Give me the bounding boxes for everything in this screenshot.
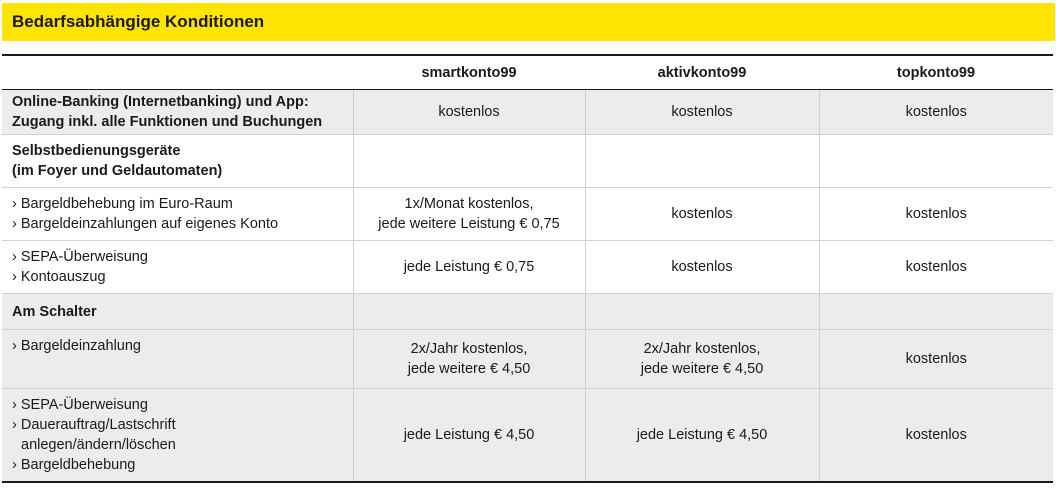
conditions-table <box>2 54 1053 483</box>
conditions-panel <box>2 3 1055 483</box>
row-label-line: › SEPA-Überweisung <box>12 249 148 265</box>
cell-topkonto99 <box>819 330 1053 389</box>
row-label-line: › Bargeldbehebung <box>12 457 136 473</box>
row-label-line: › Bargeldeinzahlung <box>12 338 141 354</box>
cell-aktivkonto99 <box>585 90 819 135</box>
column-header-smartkonto99: smartkonto99 <box>353 55 585 90</box>
cell-aktivkonto99 <box>585 188 819 241</box>
cell-topkonto99 <box>819 135 1053 188</box>
cell-text: jede weitere € 4,50 <box>640 361 764 377</box>
cell-text: jede weitere Leistung € 0,75 <box>378 216 560 232</box>
cell-text: kostenlos <box>905 351 967 367</box>
row-label-line: anlegen/ändern/löschen <box>21 437 176 453</box>
cell-topkonto99 <box>819 294 1053 330</box>
cell-smartkonto99 <box>353 90 585 135</box>
column-header-topkonto99: topkonto99 <box>819 55 1053 90</box>
table-row-self-service <box>2 135 1053 188</box>
cell-text: 1x/Monat kostenlos, <box>404 196 534 212</box>
row-label-line: › SEPA-Überweisung <box>12 397 148 413</box>
cell-text: jede weitere € 4,50 <box>407 361 531 377</box>
cell-text: 2x/Jahr kostenlos, <box>410 341 528 357</box>
cell-text: jede Leistung € 4,50 <box>636 427 768 443</box>
cell-smartkonto99 <box>353 294 585 330</box>
row-label <box>2 90 353 135</box>
row-label-line: Online-Banking (Internetbanking) und App: <box>12 94 309 110</box>
table-row-cash-deposit <box>2 330 1053 389</box>
cell-text: jede Leistung € 0,75 <box>403 259 535 275</box>
column-header-aktivkonto99: aktivkonto99 <box>585 55 819 90</box>
table-row-sepa-statement <box>2 241 1053 294</box>
cell-text: kostenlos <box>905 427 967 443</box>
row-label <box>2 241 353 294</box>
cell-text: 2x/Jahr kostenlos, <box>643 341 761 357</box>
cell-aktivkonto99 <box>585 241 819 294</box>
cell-text: kostenlos <box>438 104 500 120</box>
row-label-line: Zugang inkl. alle Funktionen und Buchungen <box>12 114 323 130</box>
table-row-counter-section <box>2 294 1053 330</box>
cell-aktivkonto99 <box>585 294 819 330</box>
row-label-line: › Dauerauftrag/Lastschrift <box>12 417 176 433</box>
cell-aktivkonto99 <box>585 135 819 188</box>
row-label-line: Am Schalter <box>12 303 97 320</box>
cell-text: kostenlos <box>671 104 733 120</box>
row-label <box>2 330 353 389</box>
cell-smartkonto99 <box>353 330 585 389</box>
cell-topkonto99 <box>819 90 1053 135</box>
table-header-row <box>2 55 1053 90</box>
section-title: Bedarfsabhängige Konditionen <box>12 12 265 31</box>
section-header <box>2 3 1055 41</box>
cell-text: jede Leistung € 4,50 <box>403 427 535 443</box>
row-label-line: Selbstbedienungsgeräte <box>12 143 181 159</box>
cell-smartkonto99 <box>353 241 585 294</box>
cell-topkonto99 <box>819 389 1053 483</box>
cell-aktivkonto99 <box>585 389 819 483</box>
cell-aktivkonto99 <box>585 330 819 389</box>
row-label <box>2 135 353 188</box>
cell-text: kostenlos <box>905 206 967 222</box>
table-row-counter-services <box>2 389 1053 483</box>
cell-text: kostenlos <box>671 259 733 275</box>
cell-text: kostenlos <box>671 206 733 222</box>
cell-topkonto99 <box>819 241 1053 294</box>
row-label-line: › Bargeldbehebung im Euro-Raum <box>12 196 233 212</box>
cell-smartkonto99 <box>353 389 585 483</box>
cell-text: kostenlos <box>905 104 967 120</box>
cell-topkonto99 <box>819 188 1053 241</box>
table-row-cash-withdrawal-euro <box>2 188 1053 241</box>
cell-text: kostenlos <box>905 259 967 275</box>
row-label-line: › Bargeldeinzahlungen auf eigenes Konto <box>12 216 279 232</box>
row-label <box>2 188 353 241</box>
row-label-line: › Kontoauszug <box>12 269 106 285</box>
row-label <box>2 294 353 330</box>
row-label <box>2 389 353 483</box>
cell-smartkonto99 <box>353 135 585 188</box>
table-row-online-banking <box>2 90 1053 135</box>
cell-smartkonto99 <box>353 188 585 241</box>
column-header-empty <box>2 55 353 90</box>
row-label-line: (im Foyer und Geldautomaten) <box>12 163 223 179</box>
